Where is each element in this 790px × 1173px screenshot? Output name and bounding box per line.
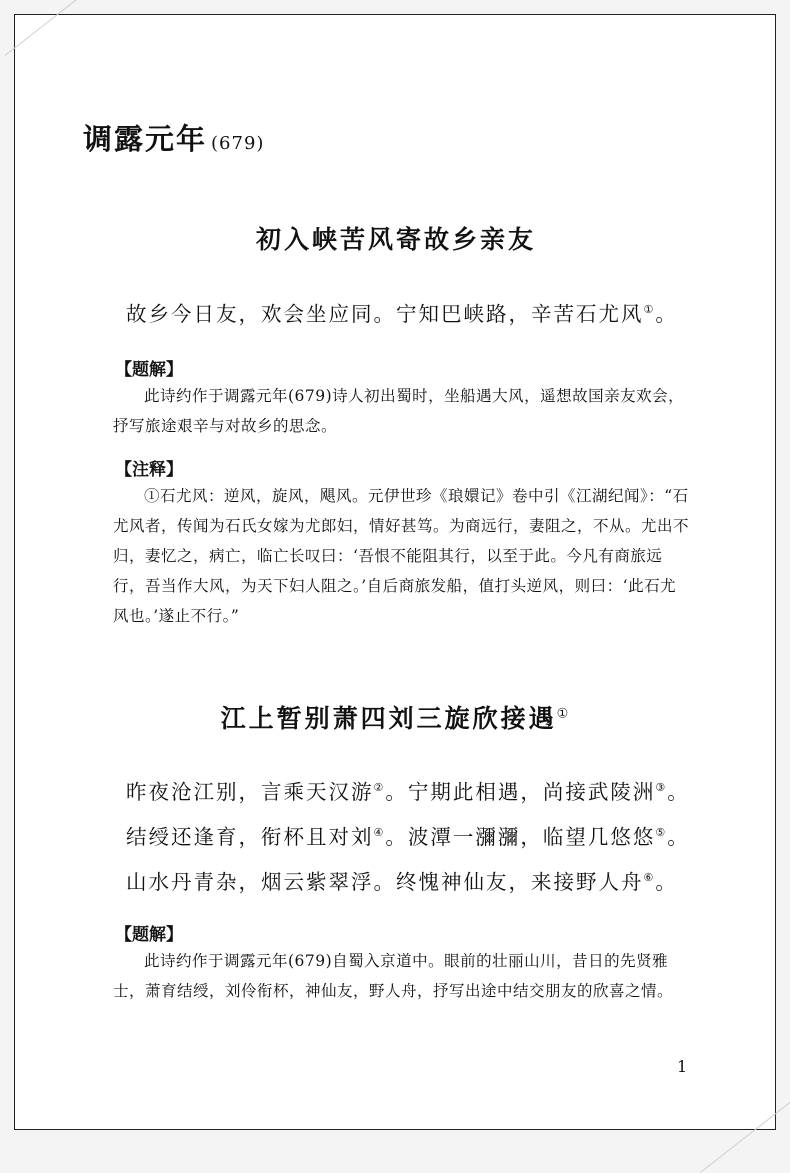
- poem2-line-3: 山水丹青杂，烟云紫翠浮。终愧神仙友，来接野人舟⑥。: [126, 870, 678, 894]
- scan-corner-line: [5, 0, 100, 56]
- book-page: [14, 14, 776, 1130]
- era-year: (679): [211, 133, 265, 154]
- footnote-marker: ①: [556, 706, 572, 722]
- poem1-zhushi-text: ①石尤风：逆风，旋风，飓风。元伊世珍《琅嬛记》卷中引《江湖纪闻》：“石尤风者，传闻为石氏女嫁为尤郎妇，情好甚笃。为商远行，妻阻之，不从。尤出不归，妻忆之，病亡，临亡长叹曰：‘吾恨不能阻其行，以至于此。今凡有商旅远行，吾当作大风，为天下妇人阻之。’自后商旅发船，值打头逆风，则曰：‘此石尤风也。’遂止不行。”: [113, 487, 690, 625]
- poem1-tijie-text: 此诗约作于调露元年(679)诗人初出蜀时，坐船遇大风，遥想故国亲友欢会，抒写旅途艰辛与对故乡的思念。: [113, 387, 685, 435]
- poem1-zhushi-heading: 【注释】: [115, 460, 183, 480]
- poem2-tijie-text: 此诗约作于调露元年(679)自蜀入京道中。眼前的壮丽山川，昔日的先贤雅士，萧育结绶，刘伶衔杯，神仙友，野人舟，抒写出途中结交朋友的欣喜之情。: [113, 952, 674, 1000]
- poem2-title: 江上暂别萧四刘三旋欣接遇①: [220, 704, 572, 733]
- poem2-tijie-heading: 【题解】: [115, 925, 183, 945]
- poem1-line: 故乡今日友，欢会坐应同。宁知巴峡路，辛苦石尤风①。: [126, 302, 678, 326]
- era-heading: [83, 117, 264, 158]
- era-title: 调露元年: [83, 122, 208, 156]
- poem2-line-2: 结绶还逢育，衔杯且对刘④。波潭一瀰瀰，临望几悠悠⑤。: [126, 825, 690, 849]
- scan-corner-line: [700, 1098, 790, 1173]
- poem2-line-1: 昨夜沧江别，言乘天汉游②。宁期此相遇，尚接武陵洲③。: [126, 780, 690, 804]
- footnote-marker: ①: [643, 303, 656, 317]
- poem1-tijie-heading: 【题解】: [115, 360, 183, 380]
- page-number: 1: [677, 1057, 688, 1076]
- poem1-title: 初入峡苦风寄故乡亲友: [255, 225, 536, 254]
